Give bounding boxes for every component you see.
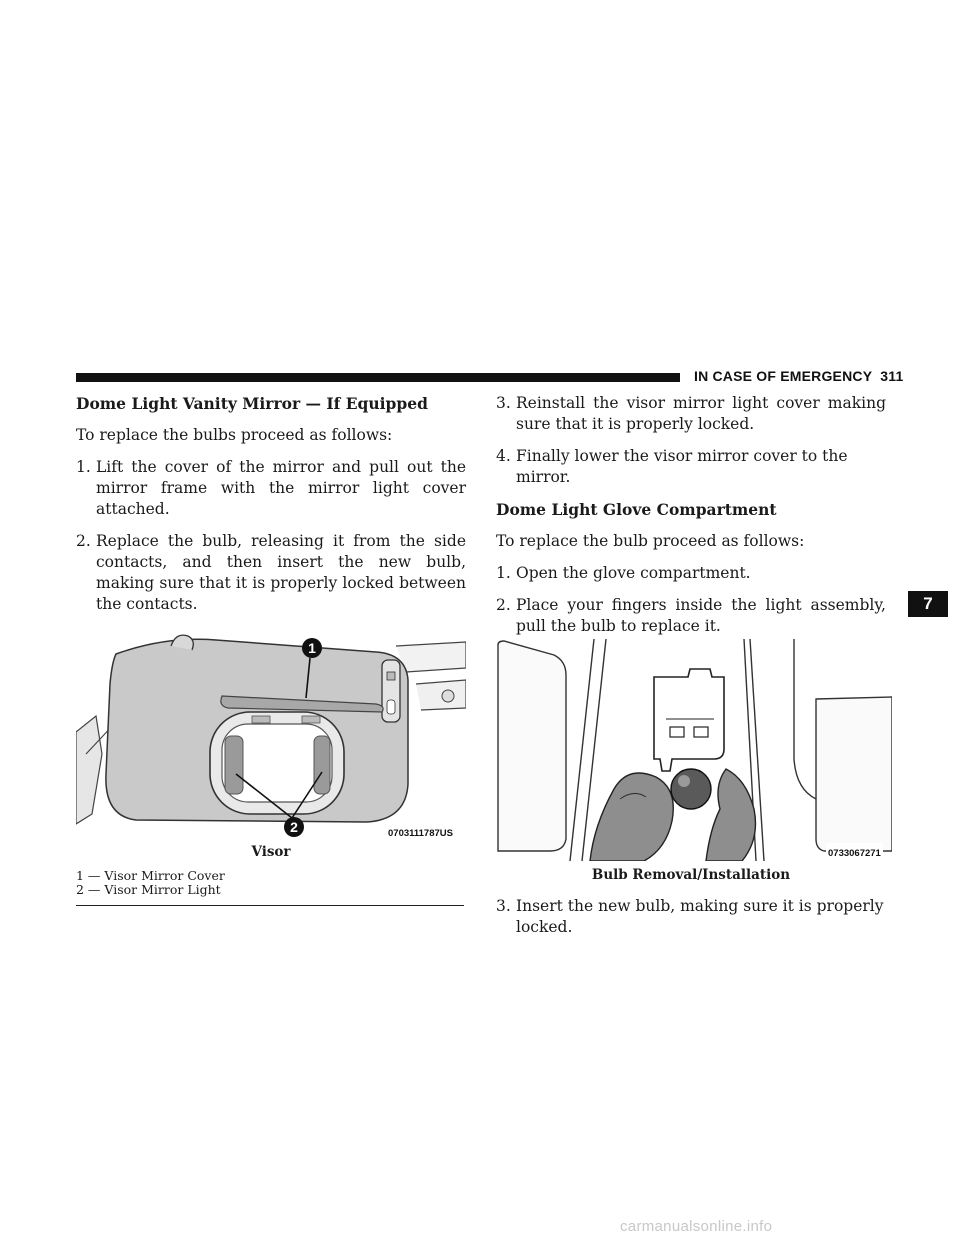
legend-item-2: 2 — Visor Mirror Light bbox=[76, 882, 221, 897]
visor-figure bbox=[76, 624, 466, 842]
bulb-graphic bbox=[671, 769, 711, 809]
step-text: Open the glove compartment. bbox=[516, 564, 751, 582]
chapter-tab: 7 bbox=[908, 591, 948, 617]
header-bar bbox=[76, 373, 680, 382]
step-text: Reinstall the visor mirror light cover making sure that it is properly locked. bbox=[516, 394, 886, 433]
figure-caption: Bulb Removal/Installation bbox=[591, 867, 791, 883]
step-text: Finally lower the visor mirror cover to the mirror. bbox=[516, 447, 848, 486]
intro-text: To replace the bulbs proceed as follows: bbox=[76, 426, 393, 444]
step-item bbox=[496, 393, 886, 435]
section-title: IN CASE OF EMERGENCY bbox=[694, 368, 873, 384]
step-item bbox=[76, 457, 466, 520]
visor-illustration bbox=[76, 624, 466, 842]
step-number: 2. bbox=[76, 532, 91, 550]
watermark: carmanualsonline.info bbox=[620, 1218, 773, 1235]
step-text: Replace the bulb, releasing it from the side contacts, and then insert the new bulb, making sure that it is properly locked between the contacts. bbox=[96, 532, 466, 613]
intro-text: To replace the bulb proceed as follows: bbox=[496, 532, 805, 550]
step-text: Place your fingers inside the light assembly, pull the bulb to replace it. bbox=[516, 596, 886, 635]
step-number: 3. bbox=[496, 897, 511, 915]
page-number: 311 bbox=[880, 368, 904, 384]
section-heading-glove: Dome Light Glove Compartment bbox=[496, 500, 777, 519]
step-number: 3. bbox=[496, 394, 511, 412]
step-number: 2. bbox=[496, 596, 511, 614]
right-column bbox=[496, 393, 886, 949]
step-item bbox=[76, 531, 466, 615]
left-column bbox=[76, 393, 466, 906]
step-item bbox=[496, 595, 886, 637]
legend-item-1: 1 — Visor Mirror Cover bbox=[76, 868, 225, 883]
running-header bbox=[694, 368, 903, 384]
callout-1-label: 1 bbox=[308, 640, 316, 656]
step-item bbox=[496, 896, 886, 938]
figure-legend bbox=[76, 869, 466, 897]
callout-2-label: 2 bbox=[290, 819, 298, 835]
figure-code: 0733067271 bbox=[826, 843, 883, 864]
step-number: 4. bbox=[496, 447, 511, 465]
figure-code: 0703111787US bbox=[388, 828, 453, 839]
step-text: Insert the new bulb, making sure it is properly locked. bbox=[516, 897, 884, 936]
step-number: 1. bbox=[76, 458, 91, 476]
bulb-figure bbox=[494, 639, 884, 861]
section-heading-vanity: Dome Light Vanity Mirror — If Equipped bbox=[76, 394, 428, 413]
step-item bbox=[496, 446, 886, 488]
legend-rule bbox=[76, 905, 464, 906]
step-text: Lift the cover of the mirror and pull out the mirror frame with the mirror light cover attached. bbox=[96, 458, 466, 518]
step-number: 1. bbox=[496, 564, 511, 582]
step-item bbox=[496, 563, 886, 584]
bulb-illustration bbox=[494, 639, 892, 861]
figure-caption: Visor bbox=[251, 844, 291, 860]
